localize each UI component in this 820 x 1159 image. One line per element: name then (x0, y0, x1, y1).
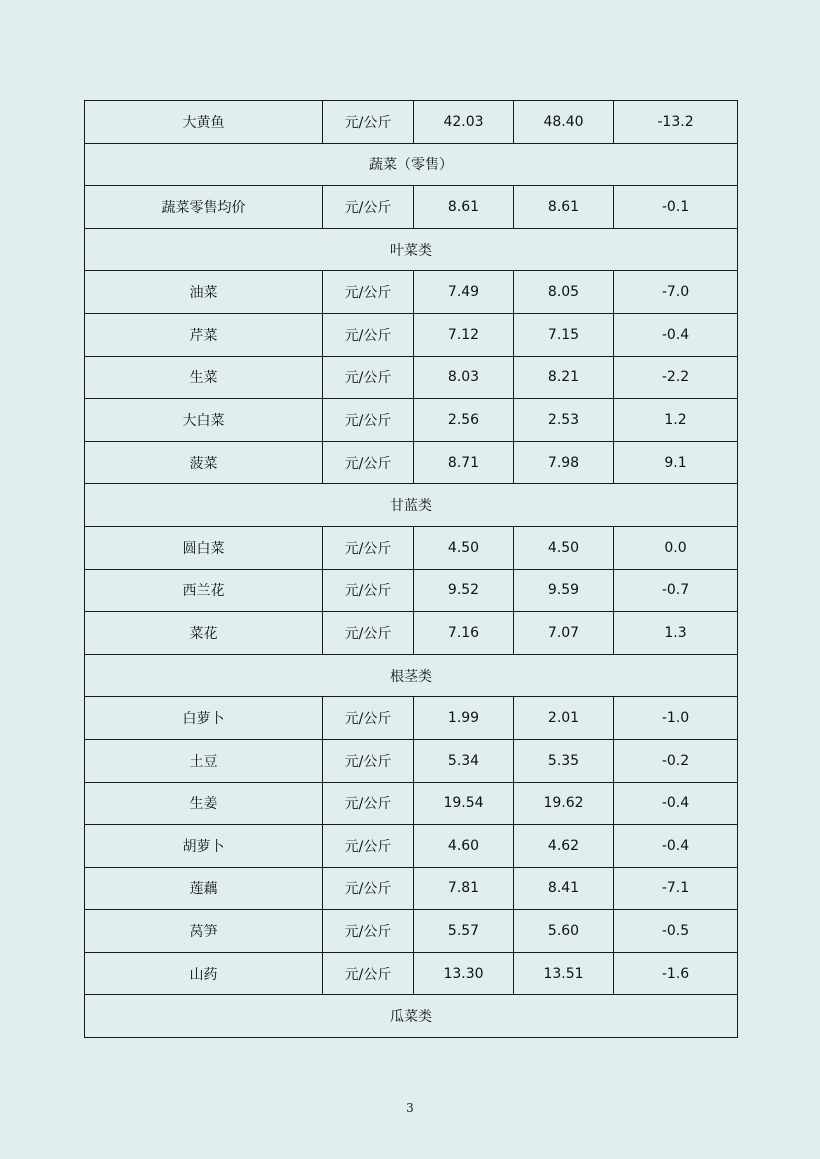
table-row (85, 782, 738, 825)
table-row (85, 952, 738, 995)
unit-cell: 元/公斤 (323, 825, 414, 868)
previous-price-cell: 7.98 (514, 441, 614, 484)
previous-price-cell: 4.50 (514, 526, 614, 569)
current-price-cell: 8.61 (414, 186, 514, 229)
current-price-cell: 42.03 (414, 101, 514, 144)
item-name-cell: 生菜 (85, 356, 323, 399)
section-header-row (85, 484, 738, 527)
unit-cell: 元/公斤 (323, 739, 414, 782)
price-table (84, 100, 738, 1038)
item-name-cell: 油菜 (85, 271, 323, 314)
item-name-cell: 芹菜 (85, 313, 323, 356)
item-name-cell: 生姜 (85, 782, 323, 825)
change-percent-cell: -0.7 (614, 569, 738, 612)
current-price-cell: 4.50 (414, 526, 514, 569)
previous-price-cell: 48.40 (514, 101, 614, 144)
previous-price-cell: 9.59 (514, 569, 614, 612)
change-percent-cell: 0.0 (614, 526, 738, 569)
unit-cell: 元/公斤 (323, 271, 414, 314)
table-row (85, 526, 738, 569)
unit-cell: 元/公斤 (323, 952, 414, 995)
change-percent-cell: -13.2 (614, 101, 738, 144)
current-price-cell: 8.03 (414, 356, 514, 399)
current-price-cell: 5.34 (414, 739, 514, 782)
item-name-cell: 土豆 (85, 739, 323, 782)
table-row (85, 313, 738, 356)
change-percent-cell: 9.1 (614, 441, 738, 484)
table-row (85, 739, 738, 782)
section-label: 瓜菜类 (85, 995, 738, 1038)
change-percent-cell: -0.5 (614, 910, 738, 953)
table-row (85, 356, 738, 399)
price-table-body (85, 101, 738, 1038)
section-header-row (85, 228, 738, 271)
item-name-cell: 大黄鱼 (85, 101, 323, 144)
change-percent-cell: -7.0 (614, 271, 738, 314)
current-price-cell: 7.81 (414, 867, 514, 910)
previous-price-cell: 8.41 (514, 867, 614, 910)
previous-price-cell: 19.62 (514, 782, 614, 825)
item-name-cell: 白萝卜 (85, 697, 323, 740)
change-percent-cell: 1.2 (614, 399, 738, 442)
unit-cell: 元/公斤 (323, 399, 414, 442)
current-price-cell: 4.60 (414, 825, 514, 868)
table-row (85, 825, 738, 868)
table-row (85, 186, 738, 229)
current-price-cell: 2.56 (414, 399, 514, 442)
item-name-cell: 莴笋 (85, 910, 323, 953)
unit-cell: 元/公斤 (323, 441, 414, 484)
previous-price-cell: 13.51 (514, 952, 614, 995)
change-percent-cell: -2.2 (614, 356, 738, 399)
table-row (85, 399, 738, 442)
item-name-cell: 胡萝卜 (85, 825, 323, 868)
section-header-row (85, 143, 738, 186)
previous-price-cell: 5.35 (514, 739, 614, 782)
section-label: 叶菜类 (85, 228, 738, 271)
previous-price-cell: 5.60 (514, 910, 614, 953)
item-name-cell: 蔬菜零售均价 (85, 186, 323, 229)
change-percent-cell: -7.1 (614, 867, 738, 910)
change-percent-cell: -0.1 (614, 186, 738, 229)
table-row (85, 569, 738, 612)
item-name-cell: 菠菜 (85, 441, 323, 484)
section-label: 根茎类 (85, 654, 738, 697)
unit-cell: 元/公斤 (323, 569, 414, 612)
item-name-cell: 莲藕 (85, 867, 323, 910)
previous-price-cell: 8.61 (514, 186, 614, 229)
current-price-cell: 5.57 (414, 910, 514, 953)
item-name-cell: 圆白菜 (85, 526, 323, 569)
previous-price-cell: 8.21 (514, 356, 614, 399)
previous-price-cell: 7.15 (514, 313, 614, 356)
item-name-cell: 山药 (85, 952, 323, 995)
previous-price-cell: 2.53 (514, 399, 614, 442)
unit-cell: 元/公斤 (323, 697, 414, 740)
current-price-cell: 7.49 (414, 271, 514, 314)
current-price-cell: 1.99 (414, 697, 514, 740)
table-row (85, 867, 738, 910)
section-label: 蔬菜（零售） (85, 143, 738, 186)
unit-cell: 元/公斤 (323, 910, 414, 953)
unit-cell: 元/公斤 (323, 612, 414, 655)
section-header-row (85, 654, 738, 697)
item-name-cell: 西兰花 (85, 569, 323, 612)
change-percent-cell: 1.3 (614, 612, 738, 655)
change-percent-cell: -0.4 (614, 825, 738, 868)
unit-cell: 元/公斤 (323, 782, 414, 825)
unit-cell: 元/公斤 (323, 526, 414, 569)
table-row (85, 612, 738, 655)
change-percent-cell: -1.6 (614, 952, 738, 995)
previous-price-cell: 8.05 (514, 271, 614, 314)
change-percent-cell: -1.0 (614, 697, 738, 740)
table-row (85, 441, 738, 484)
table-row (85, 910, 738, 953)
unit-cell: 元/公斤 (323, 356, 414, 399)
change-percent-cell: -0.4 (614, 782, 738, 825)
current-price-cell: 9.52 (414, 569, 514, 612)
section-header-row (85, 995, 738, 1038)
current-price-cell: 13.30 (414, 952, 514, 995)
change-percent-cell: -0.2 (614, 739, 738, 782)
previous-price-cell: 4.62 (514, 825, 614, 868)
current-price-cell: 7.16 (414, 612, 514, 655)
table-row (85, 697, 738, 740)
page-number: 3 (406, 1101, 414, 1115)
table-row (85, 101, 738, 144)
unit-cell: 元/公斤 (323, 867, 414, 910)
current-price-cell: 8.71 (414, 441, 514, 484)
unit-cell: 元/公斤 (323, 313, 414, 356)
table-row (85, 271, 738, 314)
current-price-cell: 7.12 (414, 313, 514, 356)
previous-price-cell: 7.07 (514, 612, 614, 655)
unit-cell: 元/公斤 (323, 101, 414, 144)
previous-price-cell: 2.01 (514, 697, 614, 740)
change-percent-cell: -0.4 (614, 313, 738, 356)
unit-cell: 元/公斤 (323, 186, 414, 229)
section-label: 甘蓝类 (85, 484, 738, 527)
item-name-cell: 菜花 (85, 612, 323, 655)
item-name-cell: 大白菜 (85, 399, 323, 442)
current-price-cell: 19.54 (414, 782, 514, 825)
